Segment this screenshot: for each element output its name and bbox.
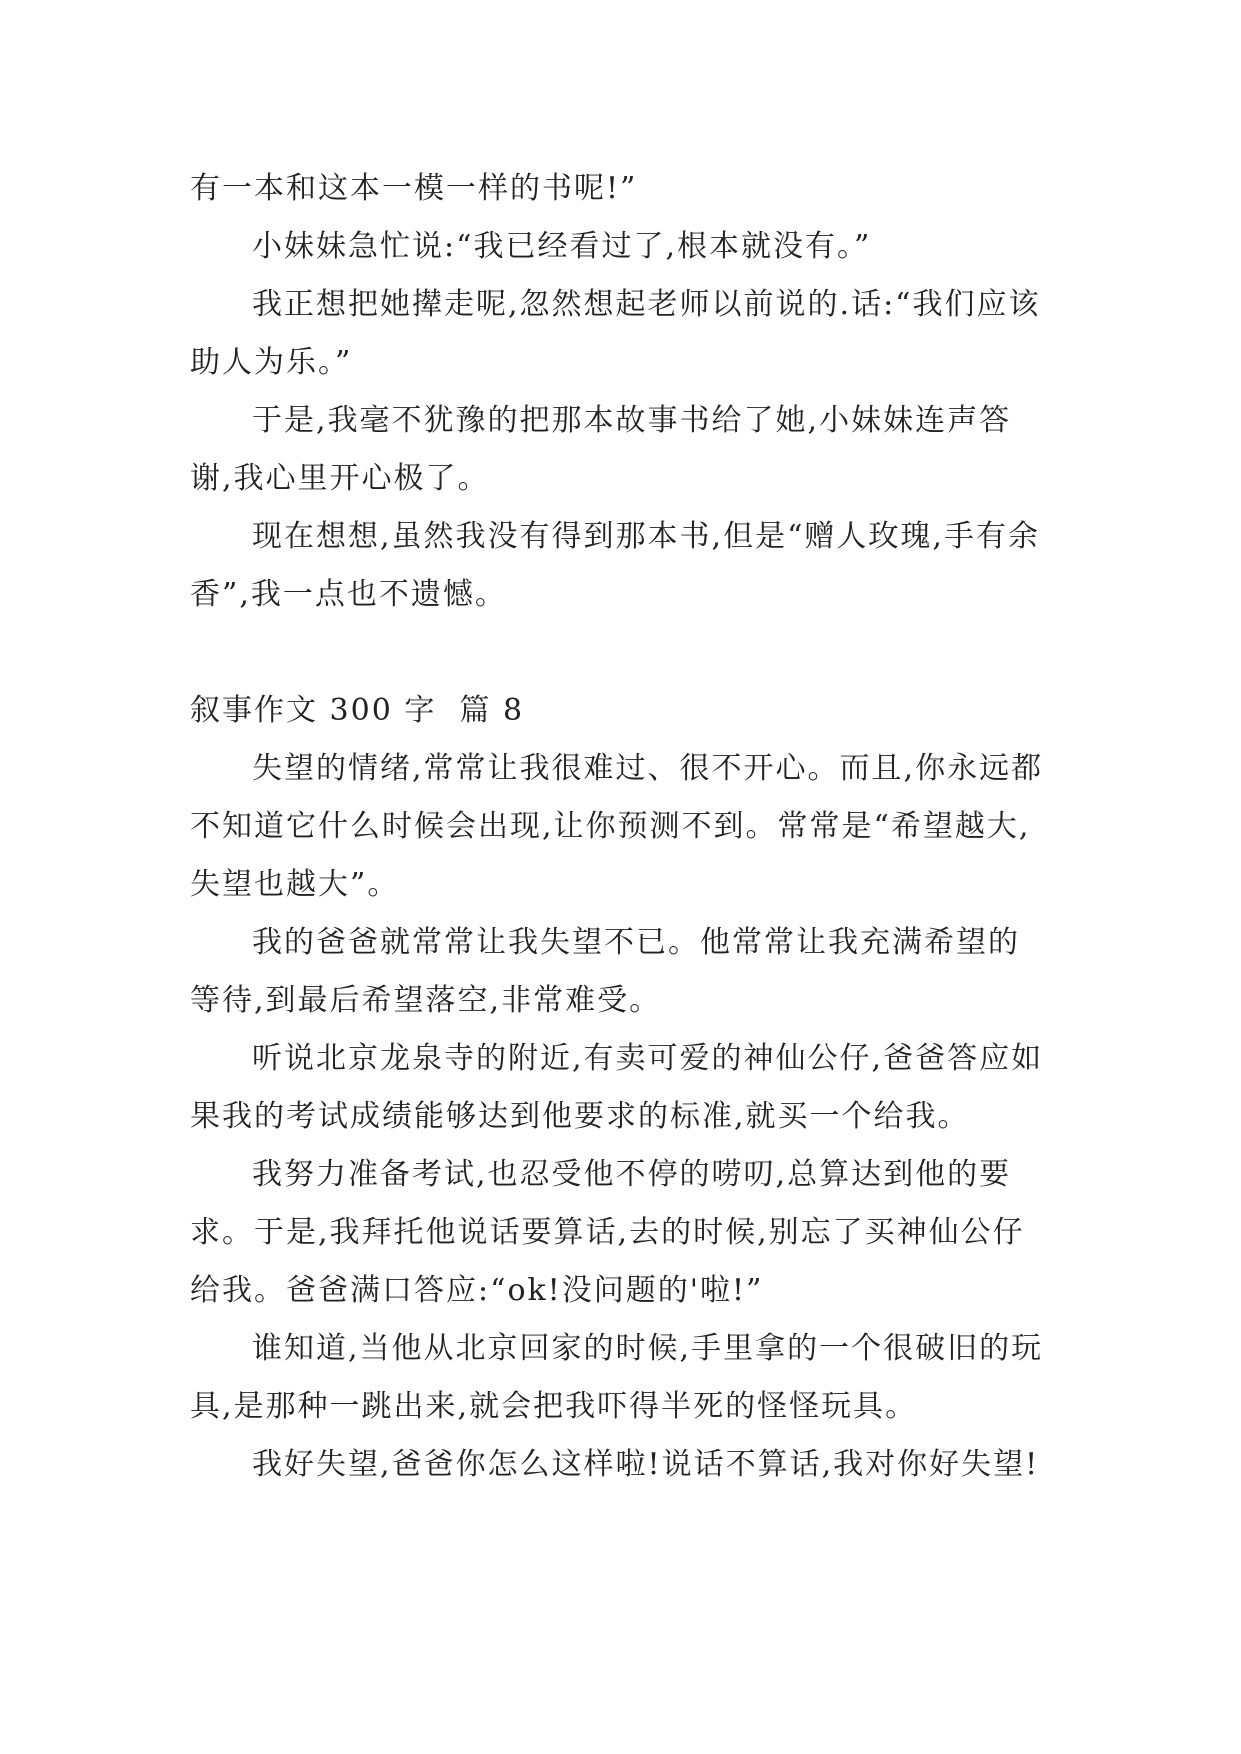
paragraph: 小妹妹急忙说:“我已经看过了,根本就没有。” — [252, 229, 872, 264]
section-heading: 叙事作文 300 字 篇 8 — [190, 693, 525, 728]
paragraph: 谁知道,当他从北京回家的时候,手里拿的一个很破旧的玩具,是那种一跳出来,就会把我吓得半死的怪怪玩具。 — [190, 1331, 1044, 1424]
paragraph: 我的爸爸就常常让我失望不已。他常常让我充满希望的等待,到最后希望落空,非常难受。 — [190, 925, 1020, 1018]
paragraph: 我正想把她撵走呢,忽然想起老师以前说的.话:“我们应该助人为乐。” — [190, 287, 1041, 380]
paragraph: 听说北京龙泉寺的附近,有卖可爱的神仙公仔,爸爸答应如果我的考试成绩能够达到他要求的标准,就买一个给我。 — [190, 1041, 1044, 1134]
paragraph: 于是,我毫不犹豫的把那本故事书给了她,小妹妹连声答谢,我心里开心极了。 — [190, 403, 1012, 496]
document-body — [190, 160, 1050, 1494]
paragraph-continuation: 有一本和这本一模一样的书呢!” — [190, 171, 638, 206]
paragraph: 现在想想,虽然我没有得到那本书,但是“赠人玫瑰,手有余香”,我一点也不遗憾。 — [190, 519, 1040, 612]
section-gap — [190, 624, 1050, 682]
paragraph: 失望的情绪,常常让我很难过、很不开心。而且,你永远都不知道它什么时候会出现,让你预测不到。常常是“希望越大,失望也越大”。 — [190, 751, 1044, 902]
paragraph: 我努力准备考试,也忍受他不停的唠叨,总算达到他的要求。于是,我拜托他说话要算话,去的时候,别忘了买神仙公仔给我。爸爸满口答应:“ok!没问题的'啦!” — [190, 1157, 1025, 1308]
paragraph: 我好失望,爸爸你怎么这样啦!说话不算话,我对你好失望! — [252, 1447, 1040, 1482]
